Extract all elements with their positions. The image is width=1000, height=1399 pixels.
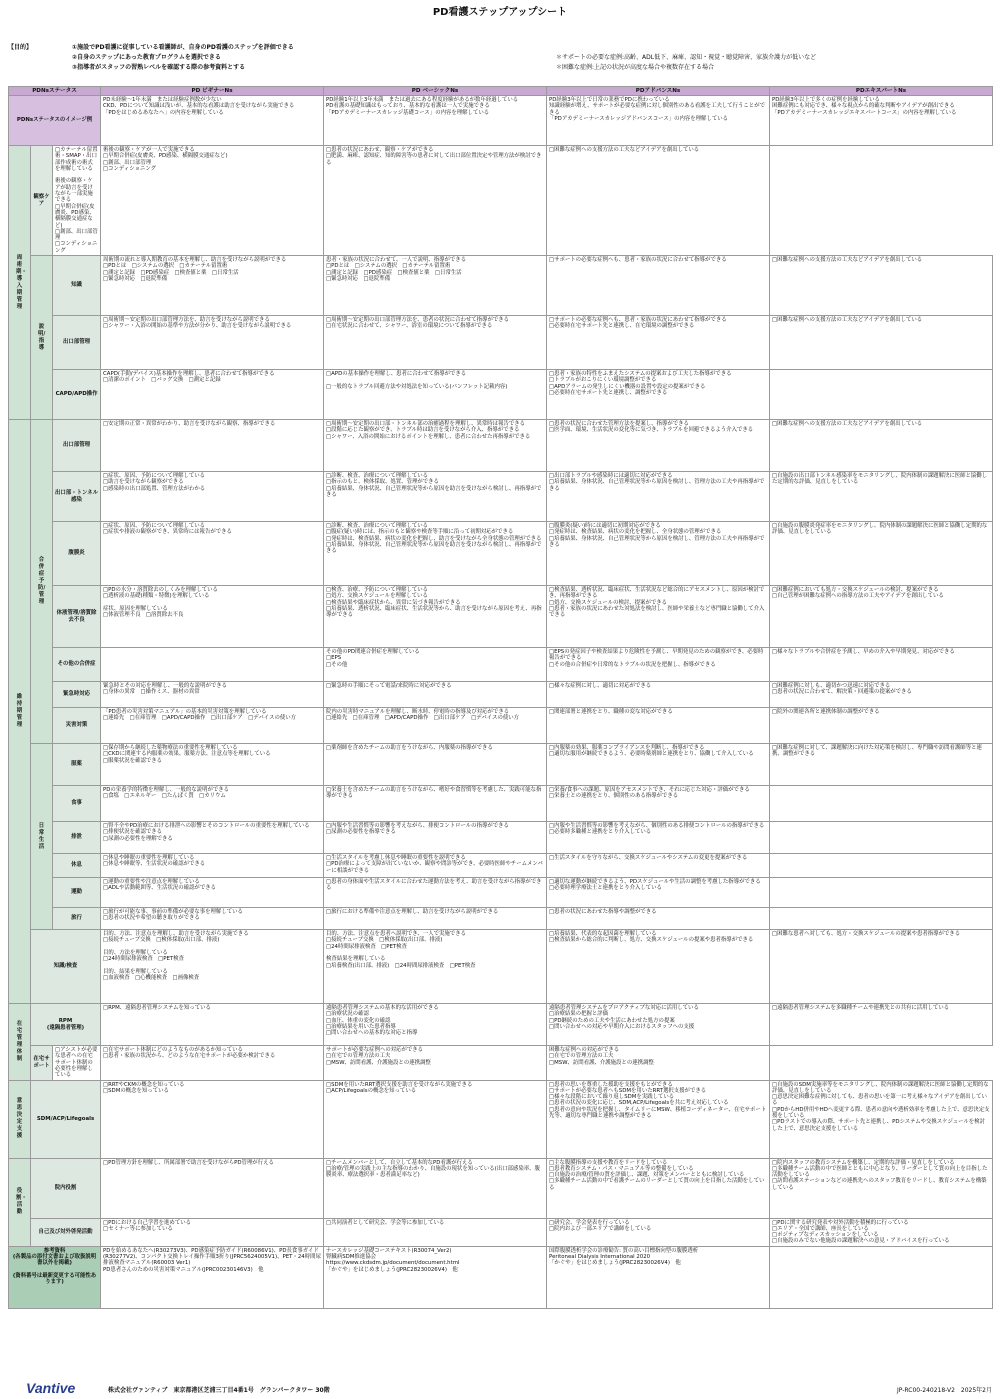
item-label (53, 682, 101, 708)
level-cell (770, 908, 993, 930)
level-cell: □培養結果、代表的な起因菌を理解している □検査結果から総合的に判断し、処方、交換スケジュールの提案や患者指導ができる (547, 930, 770, 1004)
purpose-items (72, 43, 294, 73)
item-label (31, 1080, 101, 1158)
item-label-text: 知識/検査 (53, 963, 78, 970)
category-group-text: 在宅管理体制 (16, 1020, 23, 1062)
table-row (9, 1218, 993, 1246)
image-row (9, 96, 993, 146)
table-row (9, 1080, 993, 1158)
category-group (9, 1158, 31, 1246)
level-cell (770, 786, 993, 822)
table-row (9, 472, 993, 522)
level-cell: □患者・家族の特性をふまえたシステムの提案および工夫した指導ができる □トラブルがおこりにくい環境調整ができる □APDアラームの発生しにくい機器の設置や設定の提案ができる □必要時在宅サポート先と連携し、調整ができる (547, 370, 770, 420)
table-row (9, 316, 993, 370)
level-cell: □安定期の正常・異常がわかり、助言を受けながら観察、指導ができる (101, 420, 324, 472)
level-cell: 患者・家族の状況に合わせて、一人で説明、指導ができる □PDとは □システムの選択 □カテーテル留置術 □測定と記録 □PD感染症 □検査値と薬 □日常生活 □緊急時対応 □退院準備 (324, 256, 547, 316)
reference-cell: ナースカレッジ基礎コーステキスト(R30074_Ver2) 腎臓病SDM推進協会 https://www.ckdsdm.jp/document/document.html 「かぐや」をはじめましょう(JPRC28230026V4) 他 (324, 1246, 547, 1308)
table-row (9, 420, 993, 472)
level-cell: サポートが必要な症例への対応ができる □在宅での管理方法の工夫 □MSW、訪問看護、介護施設との連携調整 (324, 1046, 547, 1080)
level-cell: □カテーテル留置術・SMAP・出口部作成術の術式を理解している 術後の観察・ケアが助言を受けながら一部実施できる □早期合併症(皮膚炎、PD感染、横隔膜交通症など) □創部、出口部管理 □コンディショニング (53, 146, 101, 256)
document-number: JP-RC00-240218-V2 2025年2月 (896, 1387, 992, 1394)
category-group (9, 146, 31, 420)
level-cell: □症状、原因、予防について理解している □助言を受けながら観察ができる □感染時の出口部処置、管理方法がわかる (101, 472, 324, 522)
item-label (53, 522, 101, 586)
level-cell: 「PD患者の災害対策マニュアル」の基本的災害対策を理解している □連絡先 □在庫管理 □APD/CAPD操作 □出口部ケア □デバイスの使い方 (101, 708, 324, 744)
item-label-text: SDM/ACP/Lifegoals (36, 1115, 95, 1122)
image-row-label: PDNsステータスのイメージ例 (9, 96, 101, 146)
table-row (9, 256, 993, 316)
item-label-text: 院内役割 (54, 1184, 77, 1191)
level-cell: □保存期から継続した薬物療法の重要性を理解している □CKDに関連する内服薬の効果、服薬方法、注意点等を理解している □服薬状況を確認できる (101, 744, 324, 786)
level-cell: □EPSの発症因子や検査結果より危険性を予測し、早期発見のための観察ができ、必要時報告ができる □その他の合併症や日常的なトラブルの状況を把握し、指導ができる (547, 648, 770, 682)
level-cell: □検査結果、透析状況、臨床症状、生活状況など総合的にアセスメントし、原因が検討でき、再指導ができる □処方、交換スケジュールの検討、提案ができる □患者・家族の状況にあわせた対処法を検討し、医師や栄養士など専門職と協働して介入できる (547, 586, 770, 648)
level-cell: □様々なトラブルや合併症を予測し、早めの介入や早期発見、対応ができる (770, 648, 993, 682)
level-cell: □困難な症例への支援方法の工夫などアイデアを創出している (770, 316, 993, 370)
level-cell: その他のPD関連合併症を理解している □EPS □その他 (324, 648, 547, 682)
level-cell: □患者の身体面や生活スタイルに合わせた運動方法を考え、助言を受けながら指導ができる (324, 878, 547, 908)
item-label (53, 822, 101, 854)
level-cell: □自施設のSDM実施率等をモニタリングし、院内体制の課題解決に医師と協働し定期的な評価、見直しをしている □意思決定困難な症例に対しても、患者の思いを第一に考え様々なアイデアを創出している □PDからHD併用やHDへ変更する際、患者の意向や透析効率を考慮した上で、意思決定支援をしている □PDラストでの導入の際、サポート先と連携し、PDシステムや交換スケジュールを検討した上で、意思決定支援をしている (770, 1080, 993, 1158)
item-label-text: 休息 (71, 862, 82, 869)
page-title: PD看護ステップアップシート (432, 7, 568, 18)
level-cell: □内服や生活習慣等の影響を考えながら、排便コントロールの指導ができる □尿測の必要性を指導できる (324, 822, 547, 854)
table-row (9, 822, 993, 854)
level-cell: □遠隔患者管理システムを多職種チームや連携先との共有に活用している (770, 1004, 993, 1046)
level-cell: □周術期～安定期の出口部管理方法を、患者の状況に合わせて指導ができる □在宅状況に合わせて、シャワー、浴室の環境について指導ができる (324, 316, 547, 370)
footer (0, 1378, 1000, 1398)
table-row (9, 908, 993, 930)
level-cell: □生活スタイルを考慮し休息や睡眠の重要性を説明できる □PD治療によって支障が出ていないか、観察や問診等ができ、必要時医師やチームメンバーに相談ができる (324, 854, 547, 878)
level-cell: □自施設の腹膜炎発症率をモニタリングし、院内体制の課題解決に医師と協働し定期的な評価、見直しをしている (770, 522, 993, 586)
level-cell: □様々な症例に対し、適切に対応ができる (547, 682, 770, 708)
item-label-text: 出口部管理 (63, 442, 90, 449)
item-label (31, 146, 53, 256)
level-cell: □チームメンバーとして、自立して基本的なPD看護が行える □治療/管理の実践上の主な指導のわかり、自施設の現状を知っている(出口部感染率、腹膜炎率、療法選択率・患者満足率など) (324, 1158, 547, 1218)
level-cell: □サポートの必要な症例へも、患者・家族の状況に合わせて指導ができる (547, 256, 770, 316)
level-cell: 術後の観察・ケアが一人で実施できる □早期合併症(皮膚炎、PD感染、横隔膜交通症など) □創部、出口部管理 □コンディショニング (101, 146, 324, 256)
table-row (9, 648, 993, 682)
purpose-note: ＊サポートの必要な症例:高齢、ADL低下、麻痺、認知・視覚・聴覚障害、家族介護力が低いなど (556, 54, 817, 61)
table-row (9, 744, 993, 786)
level-cell: □周術期～安定期の出口部・トンネル部の治癒過程を理解し、異常時は報告できる □段階に応じた観察ができ、トラブル時は助言を受けながら介入、指導ができる □シャワー、入浴の開始におけるポイントを理解し、患者に合わせた再指導ができる (324, 420, 547, 472)
item-label-text: 体液管理/溶質除去不良 (56, 610, 97, 623)
level-cell: □共同演者として研究会、学会等に参加している (324, 1218, 547, 1246)
level-cell: 周術期の流れと導入期教育の基本を理解し、助言を受けながら説明ができる □PDとは □システムの選択 □カテーテル留置術 □測定と記録 □PD感染症 □検査値と薬 □日常生活 □緊急時対応 □退院準備 (101, 256, 324, 316)
table-row (9, 854, 993, 878)
purpose-item: ①施設でPD看護に従事している看護師が、自身のPD看護のステップを評価できる (72, 44, 294, 51)
level-cell: □患者の状況にあわせ、観察・ケアができる □肥満、麻痺、認知症、知的障害等の患者に対して出口部位置決定や管理方法が検討できる (324, 146, 547, 256)
level-cell: □院内スタッフの教育システムを構築し、定期的な評価・見直しをしている □多職種チーム活動の中で医師とともに中心となり、リーダーとして質の向上を目指した活動をしている □訪問看護ステーションなどの連携先へのスタッフ教育をリードし、教育システムを構築している (770, 1158, 993, 1218)
reference-cell (770, 1246, 993, 1308)
subcategory-group (31, 420, 53, 744)
level-header-expert: PDエキスパートNs (770, 87, 993, 96)
level-cell: 目的、方法、注意点を理解し、助言を受けながら実施できる □接続チューブ交換 □検体採取(出口部、排液) 目的、方法を理解している □24時間尿排液検査 □PET検査 目的、結果を理解している □血液検査 □心機能検査 □画像検査 (101, 930, 324, 1004)
level-cell: 院内の災害時マニュアルを理解し、断水時、停電時の指導及び対応ができる □連絡先 □在庫管理 □APD/CAPD操作 □出口部ケア □デバイスの使い方 (324, 708, 547, 744)
item-label-text: 観察ケア (33, 194, 50, 207)
level-cell: 遠隔患者管理システムの基本的な活用ができる □治療状況の確認 □血圧、体重の変化の確認 □治療結果を用いた患者指導 □問い合わせへの基本的な対応と指導 (324, 1004, 547, 1046)
level-cell: □困難な症例への支援方法の工夫などアイデアを創出している (770, 420, 993, 472)
purpose-section (8, 43, 992, 79)
level-cell: □患者の状況にあわせた指導や調整ができる (547, 908, 770, 930)
item-label (31, 1046, 53, 1080)
item-label (53, 708, 101, 744)
level-cell: □運動の重要性や注意点を理解している □ADLや活動範囲等、生活状況の確認ができる (101, 878, 324, 908)
item-label-text: 運動 (71, 889, 82, 896)
references-row (9, 1246, 993, 1308)
level-cell: □関連部署と連携をとり、職種の変な対応ができる (547, 708, 770, 744)
item-label-text: 災害対策 (65, 722, 88, 729)
level-cell: □院外の関連各所と連携体制の調整ができる (770, 708, 993, 744)
item-label (31, 1158, 101, 1218)
item-label (53, 786, 101, 822)
level-cell: □PDの水分・溶質除去のしくみを理解している □透析液の基礎(種類・特徴)を理解している 症状、原因を理解している □体液管理不良 □溶質除去不良 (101, 586, 324, 648)
table-row (9, 930, 993, 1004)
category-group-text: 意思決定支援 (16, 1098, 23, 1140)
references-label: 参考資料 (各製品の添付文書および取扱説明書以外を掲載) (資料番号は最新変更する可能性あります) (9, 1246, 101, 1308)
sheet-body (9, 96, 993, 1247)
level-cell: □RPM、遠隔患者管理システムを知っている (101, 1004, 324, 1046)
category-group (9, 1080, 31, 1158)
level-cell: 遠隔患者管理システムをプロアクティブな対応に活用している □治療結果の把握と評価 □PD継続のための工夫や生活にあわせた処方の提案 □問い合わせへの対応や早期介入におけるスタッフへの支援 (547, 1004, 770, 1046)
level-cell: □困難な患者へ対しても、処方・交換スケジュールの提案や患者指導ができる (770, 930, 993, 1004)
level-header-beginner: PD ビギナーNs (101, 87, 324, 96)
level-cell: □生活スタイルを守りながら、交換スケジュールやシステムの変更を提案ができる (547, 854, 770, 878)
item-label (53, 648, 101, 682)
level-cell: CAPD(手動/デバイス)基本操作を理解し、患者に合わせて指導ができる □清潔のポイント □バッグ交換 □測定と記録 (101, 370, 324, 420)
item-label-text: 知識 (71, 282, 82, 289)
level-cell: □診断、検査、治療について理解している □指示のもと、検体採取、処置、管理ができる □培養結果、身体状況、自己管理状況等から原因を助言を受けながら検討し、再指導ができる (324, 472, 547, 522)
level-cell: □SDMを用いたRRT選択支援を助言を受けながら実施できる □ACP/Lifegoalsの概念を知っている (324, 1080, 547, 1158)
table-row (9, 522, 993, 586)
level-cell (770, 822, 993, 854)
item-label (53, 878, 101, 908)
item-label-text: 排泄 (71, 834, 82, 841)
level-cell: □休息や睡眠の重要性を理解している □休息や睡眠等、生活状況の確認ができる (101, 854, 324, 878)
level-cell: □PDにおける自己学習を進めている □セミナー等に参加している (101, 1218, 324, 1246)
level-cell: □内服薬の効果、服薬コンプライアンスを判断し、指導ができる □適切な服用が継続できるよう、必要時薬剤師と連携をとり、協働して介入している (547, 744, 770, 786)
level-cell: □緊急時の手順にそって電話/来院時に対応ができる (324, 682, 547, 708)
level-cell: □出口部トラブルや感染時には適切に対応ができる □培養結果、身体状況、自己管理状況等から原因を検討し、管理方法の工夫や再指導ができる (547, 472, 770, 522)
item-label (53, 854, 101, 878)
level-cell: □RRTやCKMの概念を知っている □SDMの概念を知っている (101, 1080, 324, 1158)
image-cell: PD経験1年以上3年未満 または過去にある程度経験があるが数年経過している PD看護の基礎知識はもっており、基本的な看護は一人で実施できる 「PDアカデミーナースカレッジ基礎コース」の内容を理解している (324, 96, 547, 146)
item-label-text: RPM (遠隔患者管理) (46, 1018, 85, 1031)
level-cell: 目的、方法、注意点を患者へ説明でき、一人で実施できる □接続チューブ交換 □検体採取(出口部、排液) □24時間尿排液検査 □PET検査 検査結果を理解している □培養検査(出口部、排液) □24時間尿排液検査 □PET検査 (324, 930, 547, 1004)
level-header-basic: PD ベーシックNs (324, 87, 547, 96)
company-address: 株式会社ヴァンティブ 東京都港区芝浦三丁目4番1号 グランパークタワー 30階 (108, 1387, 330, 1394)
table-row (9, 1004, 993, 1046)
image-cell: PD未経験～1年未満 または経験症例数が少ない CKD、PDについて知識は浅いが、基本的な看護は助言を受けながら実施できる 「PDをはじめるあなたへ」の内容を理解している (101, 96, 324, 146)
level-cell: □困難な症例への支援方法の工夫などアイデアを創出している (770, 256, 993, 316)
item-label-text: 出口部管理 (63, 339, 90, 346)
item-label-text: 自己及び対外啓発活動 (38, 1228, 93, 1235)
reference-cell: 国際腹膜透析学会の診療勧告: 質の高い目標指向型の腹膜透析 Peritoneal Dialysis International 2020 「かぐや」をはじめましょう(JPRC28230026V4) 他 (547, 1246, 770, 1308)
level-cell: □旅行が可能な事、事前の準備が必要な事を理解している □患者の状況や希望の聴き取りができる (101, 908, 324, 930)
item-label-text: 在宅サポート (33, 1056, 50, 1069)
level-header-advance: PDアドバンスNs (547, 87, 770, 96)
level-cell: □腹膜炎(疑い)時には適切に初期対応ができる □発症時は、検査結果、病状の変化を把握し、全身状態の管理ができる □培養結果、身体状況、自己管理状況等から原因を検討し、管理方法の工夫や再指導ができる (547, 522, 770, 586)
level-cell: PDの栄養学的特徴を理解し、一般的な説明ができる □食塩 □エネルギー □たんぱく質 □カリウム (101, 786, 324, 822)
item-label-text: 旅行 (71, 915, 82, 922)
item-label (53, 586, 101, 648)
company-logo: Vantive (26, 1380, 76, 1396)
level-cell: □自施設の出口部トンネル感染率をモニタリングし、院内体制の課題解決に医師と協働した定期的な評価、見直しをしている (770, 472, 993, 522)
level-cell: □適切な運動が継続できるよう、PDスケジュールや生活の調整を考慮した指導ができる □必要時理学療法士と連携をとり介入している (547, 878, 770, 908)
item-label (53, 908, 101, 930)
table-row (9, 1046, 993, 1080)
table-row (9, 370, 993, 420)
level-cell: □周術期～安定期の出口部管理方法を、助言を受けながら説明できる □シャワー・入浴の開始の基準や方法が分かり、助言を受けながら説明できる (101, 316, 324, 370)
category-group-text: 役割・活動 (16, 1188, 27, 1216)
level-cell (770, 878, 993, 908)
category-group-text: 周術期・導入期管理 (16, 254, 27, 310)
category-group-text: 維持期管理 (16, 694, 23, 729)
level-cell: □検査、治療、予防について理解している □処方、交換スケジュールを理解している □検査結果や臨床症状から、異常に気づき報告ができる □培養結果、透析状況、臨床症状、生活状況等から、助言を受けながら原因を考え、再指導ができる (324, 586, 547, 648)
level-cell: □患者の思いを尊重した援助を支援をもとができる □サポートが必要な患者へもSDMを用いたRRT選択支援ができる □様々な段階において繰り返しSDMを実践している □患者の状況の変化に応じ、SDM,ACP/Lifegoalsを共に考え対応している □患者の意向や状況を把握し、タイムリーにMSW、移植コーディネーター、在宅サポート先等、適切な専門職と連携や調整ができる (547, 1080, 770, 1158)
level-cell: □腎不全やPD治療における排泄への影響とそのコントロールの重要性を理解している □排便状況を確認できる □尿測の必要性を理解できる (101, 822, 324, 854)
item-label-text: CAPD/APD操作 (55, 391, 98, 398)
level-cell (101, 648, 324, 682)
item-label (31, 1218, 101, 1246)
item-label (31, 1004, 101, 1046)
item-label-text: 服薬 (71, 761, 82, 768)
purpose-item: ②自身のステップにあった教育プログラムを選択できる (72, 54, 221, 61)
item-label-text: 緊急時対応 (63, 691, 90, 698)
category-group (9, 1004, 31, 1080)
level-cell: □困難症例においても処方・交換スケジュールの検討、提案ができる □自己管理が困難な症例への指導方法の工夫やアイデアを創出している (770, 586, 993, 648)
purpose-note: ＊困難な症例:上記の状況が高度な場合や複数存在する場合 (556, 64, 715, 71)
item-label (53, 472, 101, 522)
level-cell: □サポートの必要な症例へも、患者・家族の状況にあわせて指導ができる □必要時在宅サポート先と連携し、在宅環境の調整ができる (547, 316, 770, 370)
table-row (9, 586, 993, 648)
category-group (9, 420, 31, 1004)
level-cell: □APDの基本操作を理解し、患者に合わせて指導ができる □一般的なトラブル回避方法や対処法を知っている(パンフレット記載内容) (324, 370, 547, 420)
subcategory-group-text: 合併症予防/管理 (38, 557, 46, 606)
level-cell: □アシストが必要な患者への在宅サポート体制の必要性を理解している (53, 1046, 101, 1080)
level-cell: □薬剤師を含めたチームの助言をうけながら、内服薬の指導ができる (324, 744, 547, 786)
item-label (53, 256, 101, 316)
stepup-sheet-table (8, 86, 993, 1309)
item-label (31, 930, 101, 1004)
table-row (9, 786, 993, 822)
image-cell: PD経験3年以上で日常の業務でPDに携わっている 知識経験が増え、サポートが必要な症例に対し個別性のある看護を工夫して行うことができる 「PDアカデミーナースカレッジアドバンスコース」の内容を理解している (547, 96, 770, 146)
level-cell: □研究会、学会発表を行っている □院内および一部エリアで講師をしている (547, 1218, 770, 1246)
level-cell (770, 854, 993, 878)
table-row (9, 682, 993, 708)
table-row (9, 146, 993, 256)
image-cell: PD経験3年以上で多くの症例を経験している 困難症例にも対応でき、様々な視点から的確な判断やアイデアが創出できる 「PDアカデミーナースカレッジエキスパートコース」の内容を理解している (770, 96, 993, 146)
level-cell (770, 370, 993, 420)
subcategory-group (31, 744, 53, 930)
level-cell: 困難な症例への対応ができる □在宅での管理方法の工夫 □MSW、訪問看護、介護施設との連携調整 (547, 1046, 770, 1080)
level-cell: 緊急時とその対応を理解し、一般的な説明ができる □身体の異常 □操作ミス、器材の異常 (101, 682, 324, 708)
level-cell: □主な腹膜指導の支援や教育をリードをしている □患者教育システム・パス・マニュアル等の整備をしている □自施設の治療/管理の質を評価し、課題、対策をメンバーとともに検討している □多職種チーム活動の中で看護チームのリーダーとして質の向上を目指した活動をしている (547, 1158, 770, 1218)
level-cell: □PD管理方針を理解し、所属部署で助言を受けながらPD管理が行える (101, 1158, 324, 1218)
table-row (9, 878, 993, 908)
item-label (53, 420, 101, 472)
level-cell: □患者の状況に合わせた管理方法を提案し、指導ができる □医学面、環境、生活状況の変化等に気づき、トラブルを回避できるよう介入できる (547, 420, 770, 472)
status-header: PDNsステータス (9, 87, 101, 96)
item-label (53, 744, 101, 786)
level-cell: □栄養/食事への課題、原因をアセスメントでき、それに応じた対応・評価ができる □栄養士との連携をとり、個別性のある指導ができる (547, 786, 770, 822)
level-cell: □在宅サポート体制にどのようなものがあるか知っている □患者・家族の状況から、どのような在宅サポートが必要か検討できる (101, 1046, 324, 1080)
subcategory-group-text: 日常生活 (38, 822, 45, 850)
item-label-text: 腹膜炎 (68, 550, 85, 557)
item-label-text: 食事 (71, 800, 82, 807)
item-label-text: その他の合併症 (57, 661, 96, 668)
subcategory-group-text: 説明/指導 (38, 323, 46, 351)
level-cell: □栄養士を含めたチームの助言をうけながら、嗜好や食習慣等を考慮した、実践可能な指導ができる (324, 786, 547, 822)
item-label (53, 370, 101, 420)
table-row (9, 1158, 993, 1218)
subcategory-group (31, 256, 53, 420)
level-cell: □旅行における準備や注意点を理解し、助言を受けながら説明ができる (324, 908, 547, 930)
item-label-text: 出口部・トンネル感染 (55, 490, 98, 503)
purpose-label: 【目的】 (8, 44, 33, 51)
level-cell: □診断、検査、治療について理解している □腹症(疑い)時には、指示のもと観察や検査等手順に沿って初期対応ができる □発症時は、検査結果、病状の変化を把握し、助言を受けながら全身状態の管理ができる □培養結果、身体状況、自己管理状況等から原因を助言を受けながら検討し、再指導ができる (324, 522, 547, 586)
table-row (9, 708, 993, 744)
header-row (9, 87, 993, 96)
level-cell: □困難症例に対しも、適切かつ迅速に対応できる □患者の状況に合わせて、解決策・回避策の提案ができる (770, 682, 993, 708)
reference-cell: PDを始めるあなたへ(R30273V3)、PD感染症予防ガイド(R60086V1)、PD長食事ガイド(R30277V2)、コンパクト交換トレイ操作手順3折り(JPRC5624005V1)、PET・24時間尿排液検査マニュアル(R60003 Ver1) PD患者さんのための災害対策マニュアル(JPRC00230146V3) 他 (101, 1246, 324, 1308)
level-cell: □困難な症例に対して、課題解決に向けた対応策を検討し、専門職や訪問看護師等と連携、調整ができる (770, 744, 993, 786)
item-label (53, 316, 101, 370)
purpose-notes (556, 53, 816, 73)
references-body (9, 1246, 993, 1308)
level-cell: □症状、原因、予防について理解している □症状や排液の観察ができ、異常時には報告ができる (101, 522, 324, 586)
level-cell: □困難な症例への支援方法の工夫などアイデアを創出している (547, 146, 770, 256)
level-cell: □内服や生活習慣等の影響を考えながら、個別性のある排便コントロールの指導ができる □必要時多職種と連携をとり介入している (547, 822, 770, 854)
level-cell: □PDに関する研究発表や対外活動を積極的に行っている □エリア・全国で講師、座長をしている □ポジティブなディスカッションをしている □自施設のみでない他施設の課題解決への意見・アドバイスを行っている (770, 1218, 993, 1246)
purpose-item: ③指導者がスタッフの習熟レベルを確認する際の参考資料とする (72, 64, 246, 71)
